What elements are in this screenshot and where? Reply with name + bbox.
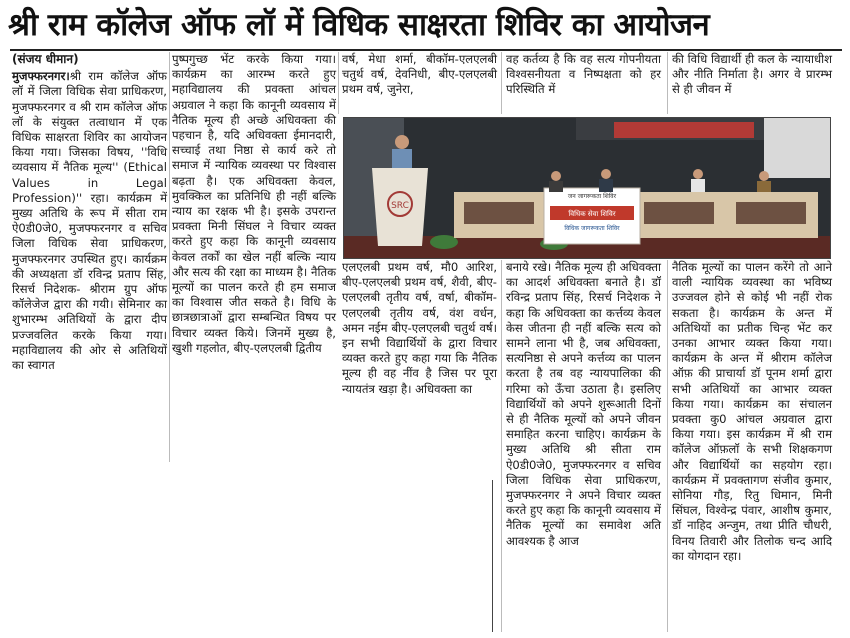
headline: श्री राम कॉलेज ऑफ लॉ में विधिक साक्षरता शिविर का आयोजन — [8, 7, 710, 43]
event-photo-illustration — [344, 118, 830, 258]
speaker-head — [395, 135, 409, 149]
column-1-body: श्री राम कॉलेज ऑफ लॉ में जिला विधिक सेवा प्राधिकरण, मुजफ्फरनगर व श्री राम कॉलेज ऑफ लॉ के संयुक्त तत्वाधान में एक विधिक साक्षरता शिविर का आयोजन किया गया। जिसका विषय, ''विधि व्यवसाय में नैतिक मूल्य'' (Ethical Values in Legal Profession)'' रहा। कार्यक्रम में मुख्य अतिथि के रूप में सीता राम ऐ0डी0जे0, मुजफ्फरनगर व सचिव जिला विधिक सेवा प्राधिकरण, मुजफ्फरनगर उपस्थित हुए। कार्यक्रम की अध्यक्षता डॉ रविन्द्र प्रताप सिंह, रिसर्च निदेशक- श्रीराम ग्रुप ऑफ कॉलेजेज द्वारा की गयी। सेमिनार का शुभारम्भ अतिथियों के द्वारा दीप प्रज्जवलित करके किया गया। महाविद्यालय की ओर से अतिथियों का स्वागत — [12, 69, 167, 373]
column-3-top-text: वर्ष, मेधा शर्मा, बीकॉम-एलएलबी चतुर्थ वर्ष, देवनिधी, बीए-एलएलबी प्रथम वर्ष, जुनेरा, — [342, 52, 497, 97]
column-4-top-text: वह कर्तव्य है कि वह सत्य गोपनीयता विश्वसनीयता व निष्पक्षता को हर परिस्थिति में — [506, 52, 661, 97]
guest-head — [759, 171, 769, 181]
podium-logo: SRC — [391, 201, 409, 211]
article-column-4-bottom — [506, 260, 661, 632]
column-divider — [667, 52, 668, 114]
guest-body — [757, 181, 771, 192]
red-wall-banner — [614, 122, 754, 138]
guest-body — [549, 181, 563, 192]
byline: (संजय धीमान) — [12, 52, 79, 66]
column-1-text — [12, 69, 167, 373]
flowers-left — [430, 235, 458, 249]
banner-line-1: विधिक सेवा शिविर — [568, 210, 616, 218]
column-divider — [169, 52, 170, 462]
guest-head — [601, 169, 611, 179]
guest-body — [691, 179, 705, 192]
column-divider — [338, 52, 339, 114]
dateline: मुजफ्फरनगर। — [12, 69, 70, 84]
table-panel — [736, 202, 806, 224]
column-4-bottom-text: बनाये रखे। नैतिक मूल्य ही अधिवक्ता का आदर्श अधिवक्ता बनाते है। डॉ रविन्द्र प्रताप सिंह, रिसर्च निदेशक ने कहा कि अधिवक्ता का कर्त्तव्य केवल केस जीतना ही नहीं बल्कि सत्य को सामने लाना भी है, जब अधिवक्ता, सत्यनिष्ठा से अपने कर्त्तव्य का पालन करता है तब वह न्यायपालिका की गरिमा को ऊँचा उठाता है। इसलिए विद्यार्थियों को अपने शुरूआती दिनों से ही नैतिक मूल्यों को अपने जीवन समाहित करना चाहिए। कार्यक्रम के मुख्य अतिथि श्री सीता राम ऐ0डी0जे0, मुजफ्फरनगर व सचिव जिला विधिक सेवा प्राधिकरण, मुजफ्फरनगर ने अपने विचार व्यक्त करते हुए कहा कि कानूनी व्यवसाय में नैतिक मूल्यों का समावेश अति आवश्यक है आज — [506, 260, 661, 548]
clipping-cut-line — [492, 480, 493, 632]
article-column-5-bottom — [672, 260, 832, 632]
table-banner-title: जन जागरूकता शिविर — [567, 193, 617, 200]
table-panel — [644, 202, 714, 224]
article-column-2 — [172, 52, 336, 355]
article-column-3-top — [342, 52, 497, 114]
column-2-text: पुष्पगुच्छ भेंट करके किया गया। कार्यक्रम का आरम्भ करते हुए महाविद्यालय की प्रवक्ता आंचल अग्रवाल ने कहा कि कानूनी व्यवसाय में नैतिक मूल्य ही अच्छे अधिवक्ता की पहचान है, यदि अधिवक्ता ईमानदारी, सच्चाई तथा निष्ठा से कार्य करे तो समाज में न्यायिक व्यवस्था पर विश्वास बढ़ता है। एक अधिवक्ता केवल, मुवक्किल का प्रतिनिधि ही नहीं बल्कि न्याय का रक्षक भी है। इसके उपरान्त प्रवक्ता मिनी सिंघल ने विचार व्यक्त करते हुए कहा कि कानूनी व्यवसाय केवल तर्कों का खेल नहीं बल्कि न्याय और सत्य की रक्षा का माध्यम है। नैतिक मूल्यों का पालन करते ही हम समाज का विश्वास जीत सकते है। विधि के छात्रछात्राओं द्वारा सम्बन्धित विषय पर विचार व्यक्त किये। जिनमें मुख्य है, खुशी गहलोत, बीए-एलएलबी द्वितीय — [172, 52, 336, 355]
article-column-1 — [12, 51, 167, 463]
guest-head — [693, 169, 703, 179]
guest-body — [599, 179, 613, 192]
article-column-4-top — [506, 52, 661, 114]
column-5-bottom-text: नैतिक मूल्यों का पालन करेंगे तो आने वाली न्यायिक व्यवस्था का भविष्य उज्जवल होने से कोई भी नहीं रोक सकता है। कार्यक्रम के अन्त में अतिथियों का प्रतीक चिन्ह भेंट कर उनका आभार व्यक्त किया गया। कार्यक्रम के अन्त में श्रीराम कॉलेज ऑफ़ की प्राचार्या डॉ पूनम शर्मा द्वारा सभी अतिथियों का आभार व्यक्त किया गया। कार्यक्रम का संचालन प्रवक्ता कु0 आंचल अग्रवाल द्वारा किया गया। इस कार्यक्रम में श्री राम कॉलेज ऑफ़लॉ के सभी शिक्षकगण और विद्यार्थियों का सहयोग रहा। कार्यक्रम में प्रवक्तागण संजीव कुमार, सोनिया गौड़, रितु धिमान, मिनी सिंघल, विश्वेन्द्र पंवार, आशीष कुमार, डॉ नाहिद अन्जुम, तथा प्रीति चौधरी, विनय तिवारी और तिलोक चन्द आदि का योगदान रहा। — [672, 260, 832, 563]
column-divider — [667, 260, 668, 632]
table-panel — [464, 202, 534, 224]
event-photo — [343, 117, 831, 259]
column-divider — [501, 52, 502, 114]
article-column-3-bottom — [342, 260, 497, 432]
column-5-top-text: की विधि विद्यार्थी ही कल के न्यायाधीश और नीति निर्माता है। अगर वे प्रारम्भ से ही जीवन में — [672, 52, 832, 97]
guest-head — [551, 171, 561, 181]
column-3-bottom-text: एलएलबी प्रथम वर्ष, मौ0 आरिश, बीए-एलएलबी प्रथम वर्ष, शैवी, बीए-एलएलबी तृतीय वर्ष, वर्षा, बीकॉम-एलएलबी तृतीय वर्ष, वंश वर्धन, अमन नईम बीए-एलएलबी चतुर्थ वर्ष। इन सभी विद्यार्थियों के द्वारा विचार व्यक्त करते हुए कहा गया कि नैतिक मूल्य ही वह नींव है जिस पर पूरा न्यायतंत्र खड़ा है। अधिवक्ता का — [342, 260, 497, 396]
projector-screen — [764, 118, 830, 178]
column-divider — [501, 260, 502, 632]
article-column-5-top — [672, 52, 832, 114]
banner-line-2: विधिक जागरूकता शिविर — [564, 225, 620, 232]
